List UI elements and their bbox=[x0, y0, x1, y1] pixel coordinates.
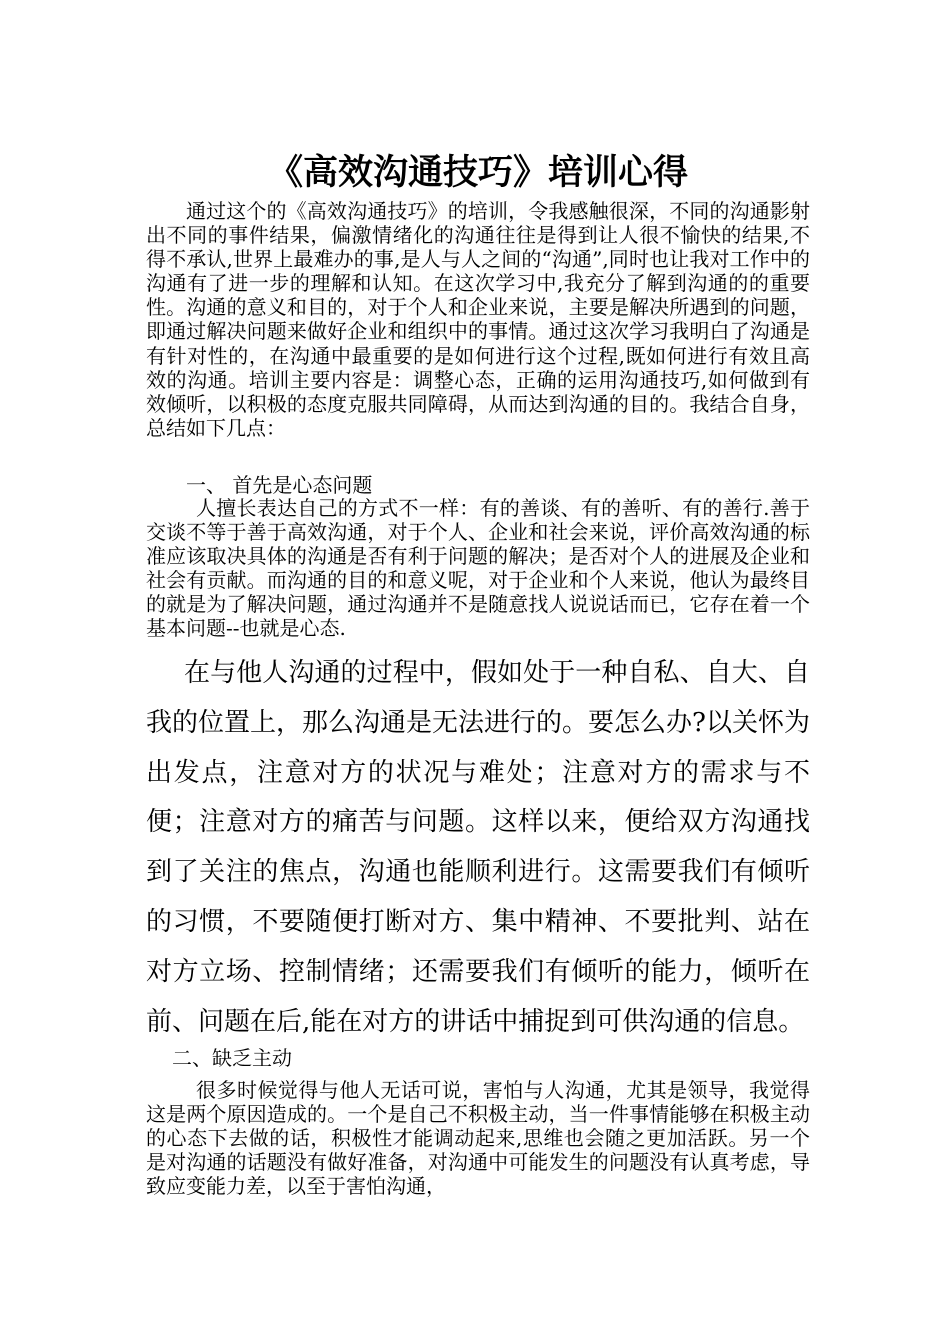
section-heading-initiative: 二、缺乏主动 bbox=[172, 1046, 292, 1070]
body-paragraph-listening: 在与他人沟通的过程中，假如处于一种自私、自大、自我的位置上，那么沟通是无法进行的。要怎么办?以关怀为出发点，注意对方的状况与难处；注意对方的需求与不便；注意对方的痛苦与问题。这样以来，便给双方沟通找到了关注的焦点，沟通也能顺利进行。这需要我们有倾听的习惯，不要随便打断对方、集中精神、不要批判、站在对方立场、控制情绪；还需要我们有倾听的能力，倾听在前、问题在后,能在对方的讲话中捕捉到可供沟通的信息。 bbox=[146, 658, 810, 1037]
body-paragraph-initiative: 很多时候觉得与他人无话可说，害怕与人沟通，尤其是领导，我觉得这是两个原因造成的。一个是自己不积极主动，当一件事情能够在积极主动的心态下去做的话，积极性才能调动起来,思维也会随之更加活跃。另一个是对沟通的话题没有做好准备，对沟通中可能发生的问题没有认真考虑，导致应变能力差，以至于害怕沟通， bbox=[146, 1078, 810, 1199]
section-heading-mindset: 一、 首先是心态问题 bbox=[186, 473, 373, 497]
document-title: 《高效沟通技巧》培训心得 bbox=[267, 152, 688, 194]
body-paragraph-mindset: 人擅长表达自己的方式不一样：有的善谈、有的善听、有的善行.善于交谈不等于善于高效沟通，对于个人、企业和社会来说，评价高效沟通的标准应该取决具体的沟通是否有利于问题的解决；是否对个人的进展及企业和社会有贡献。而沟通的目的和意义呢，对于企业和个人来说，他认为最终目的就是为了解决问题，通过沟通并不是随意找人说说话而已，它存在着一个基本问题--也就是心态. bbox=[146, 496, 810, 641]
body-paragraph-intro: 通过这个的《高效沟通技巧》的培训，令我感触很深，不同的沟通影射出不同的事件结果，偏激情绪化的沟通往往是得到让人很不愉快的结果,不得不承认,世界上最难办的事,是人与人之间的“沟通”,同时也让我对工作中的沟通有了进一步的理解和认知。在这次学习中,我充分了解到沟通的的重要性。沟通的意义和目的，对于个人和企业来说，主要是解决所遇到的问题，即通过解决问题来做好企业和组织中的事情。通过这次学习我明白了沟通是有针对性的，在沟通中最重要的是如何进行这个过程,既如何进行有效且高效的沟通。培训主要内容是：调整心态，正确的运用沟通技巧,如何做到有效倾听，以积极的态度克服共同障碍，从而达到沟通的目的。我结合自身，总结如下几点： bbox=[146, 199, 810, 440]
